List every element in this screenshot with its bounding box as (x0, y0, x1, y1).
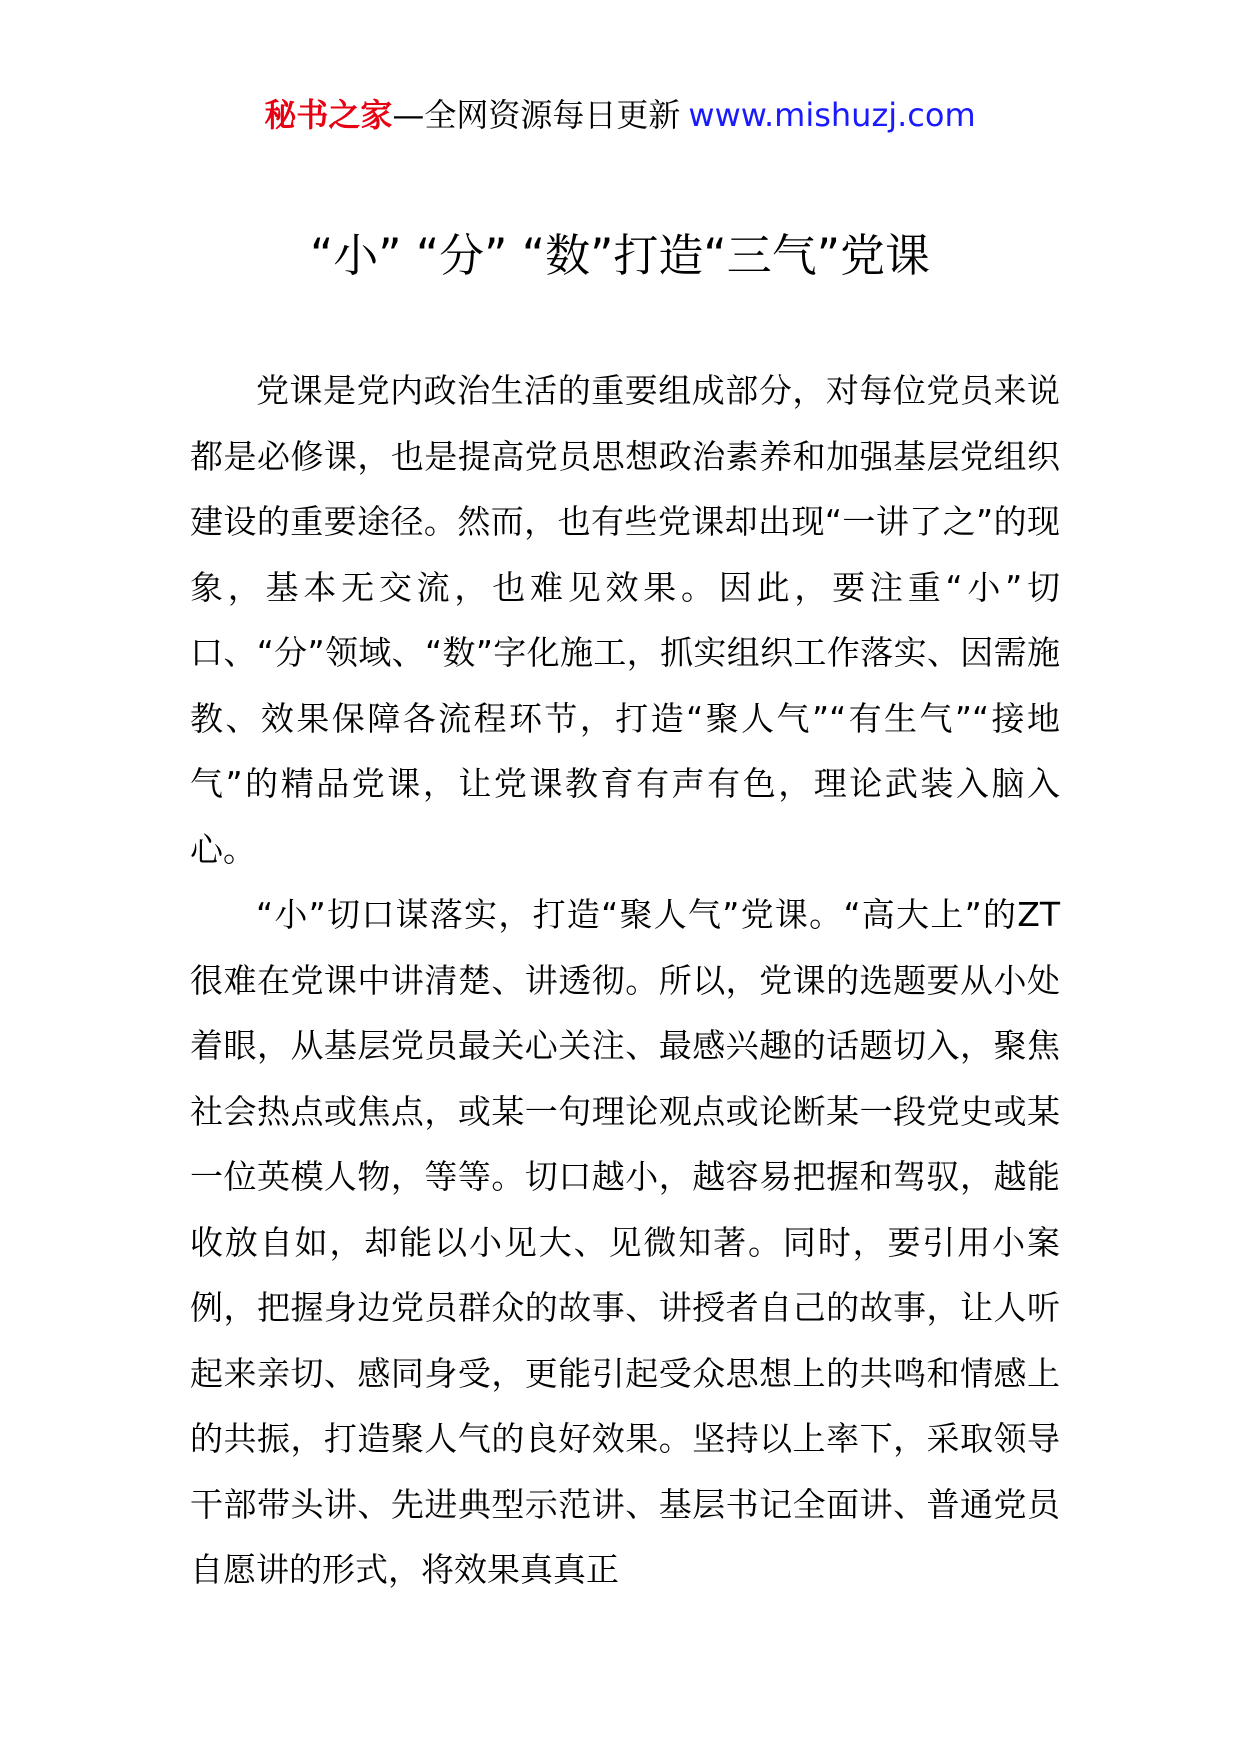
site-url-link[interactable]: www.mishuzj.com (688, 96, 976, 134)
paragraph: 党课是党内政治生活的重要组成部分，对每位党员来说都是必修课，也是提高党员思想政治素养和加强基层党组织建设的重要途径。然而，也有些党课却出现“一讲了之”的现象，基本无交流，也难见效果。因此，要注重“小”切口、“分”领域、“数”字化施工，抓实组织工作落实、因需施教、效果保障各流程环节，打造“聚人气”“有生气”“接地气”的精品党课，让党课教育有声有色，理论武装入脑入心。 (190, 371, 1060, 869)
site-banner (0, 95, 1240, 135)
document-body (190, 358, 1060, 1603)
document-title: “小” “分” “数”打造“三气”党课 (309, 229, 931, 282)
paragraph: “小”切口谋落实，打造“聚人气”党课。“高大上”的ZT很难在党课中讲清楚、讲透彻。所以，党课的选题要从小处着眼，从基层党员最关心关注、最感兴趣的话题切入，聚焦社会热点或焦点，或某一句理论观点或论断某一段党史或某一位英模人物，等等。切口越小，越容易把握和驾驭，越能收放自如，却能以小见大、见微知著。同时，要引用小案例，把握身边党员群众的故事、讲授者自己的故事，让人听起来亲切、感同身受，更能引起受众思想上的共鸣和情感上的共振，打造聚人气的良好效果。坚持以上率下，采取领导干部带头讲、先进典型示范讲、基层书记全面讲、普通党员自愿讲的形式，将效果真真正 (190, 895, 1060, 1589)
site-tagline: —全网资源每日更新 (392, 96, 681, 134)
site-brand: 秘书之家 (264, 96, 393, 134)
